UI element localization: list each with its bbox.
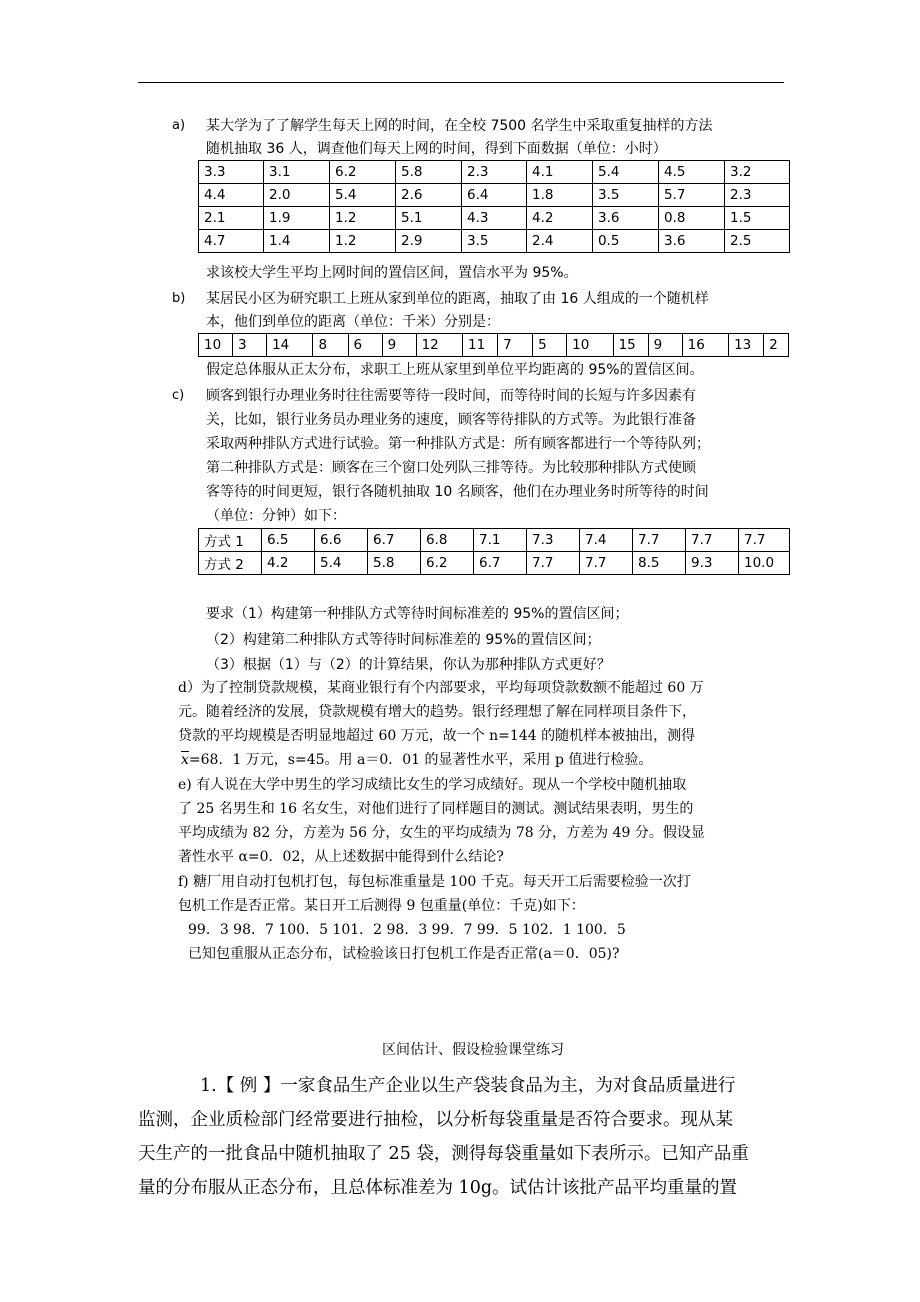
table-cell: 4.5 (659, 161, 725, 184)
table-cell: 10 (567, 334, 613, 357)
table-cell: 6.4 (462, 184, 527, 207)
problem-c-line2: 关，比如，银行业务员办理业务的速度，顾客等待排队的方式等。为此银行准备 (206, 412, 696, 428)
table-cell: 7.7 (527, 552, 580, 575)
table-cell: 2.3 (725, 184, 790, 207)
table-cell: 2.5 (725, 230, 790, 253)
problem-a-question: 求该校大学生平均上网时间的置信区间，置信水平为 95%。 (206, 265, 578, 281)
table-cell: 0.8 (659, 207, 725, 230)
problem-f-weights: 99．3 98．7 100．5 101．2 98．3 99．7 99．5 102．1 100．5 (188, 922, 626, 938)
table-cell: 2.9 (396, 230, 462, 253)
table-cell: 2.6 (396, 184, 462, 207)
problem-d-line1: d）为了控制贷款规模，某商业银行有个内部要求，平均每项贷款数额不能超过 60 万 (178, 680, 704, 696)
table-cell: 7.7 (686, 529, 739, 552)
table-cell: 6.7 (368, 529, 421, 552)
table-cell: 2.4 (527, 230, 593, 253)
problem-d-line2: 元。随着经济的发展，贷款规模有增大的趋势。银行经理想了解在同样项目条件下， (178, 704, 696, 720)
table-row (199, 529, 790, 552)
table-cell: 1.2 (330, 207, 396, 230)
problem-e-line1: e) 有人说在大学中男生的学习成绩比女生的学习成绩好。现从一个学校中随机抽取 (178, 777, 687, 793)
table-cell: 4.1 (527, 161, 593, 184)
table-b (198, 333, 789, 357)
table-row (199, 334, 789, 357)
table-cell: 6.2 (421, 552, 474, 575)
problem-b-line2: 本，他们到单位的距离（单位：千米）分别是： (206, 314, 500, 330)
table-cell: 3 (233, 334, 267, 357)
table-cell: 3.6 (593, 207, 659, 230)
table-c (198, 528, 790, 575)
table-cell: 1.4 (264, 230, 330, 253)
table-row (199, 207, 790, 230)
problem-e-line3: 平均成绩为 82 分，方差为 56 分，女生的平均成绩为 78 分，方差为 49 分。假设显 (178, 825, 705, 841)
table-cell: 4.4 (199, 184, 264, 207)
table-cell: 1.8 (527, 184, 593, 207)
example-line1: 1.【 例 】一家食品生产企业以生产袋装食品为主，为对食品质量进行 (200, 1076, 736, 1096)
table-cell: 4.7 (199, 230, 264, 253)
table-cell: 3.5 (462, 230, 527, 253)
problem-d-line4 (181, 749, 652, 769)
table-cell: 10 (199, 334, 233, 357)
table-cell: 8 (313, 334, 348, 357)
table-cell: 10.0 (739, 552, 790, 575)
problem-e-line2: 了 25 名男生和 16 名女生，对他们进行了同样题目的测试。测试结果表明，男生的 (178, 801, 694, 817)
table-cell: 3.6 (659, 230, 725, 253)
table-cell: 5.4 (330, 184, 396, 207)
table-cell: 7 (498, 334, 533, 357)
table-row (199, 184, 790, 207)
problem-c-line1: 顾客到银行办理业务时往往需要等待一段时间，而等待时间的长短与许多因素有 (206, 388, 696, 404)
table-row-label: 方式 2 (199, 552, 262, 575)
table-cell: 5.7 (659, 184, 725, 207)
table-cell: 2.1 (199, 207, 264, 230)
problem-c-line4: 第二种排队方式是：顾客在三个窗口处列队三排等待。为比较那种排队方式使顾 (206, 460, 696, 476)
problem-b-question: 假定总体服从正太分布，求职工上班从家里到单位平均距离的 95%的置信区间。 (206, 362, 704, 378)
table-cell: 14 (267, 334, 313, 357)
table-cell: 3.2 (725, 161, 790, 184)
problem-c-line6: （单位：分钟）如下： (206, 508, 346, 524)
problem-c-line3: 采取两种排队方式进行试验。第一种排队方式是：所有顾客都进行一个等待队列； (206, 436, 710, 452)
example-line3: 天生产的一批食品中随机抽取了 25 袋，测得每袋重量如下表所示。已知产品重 (138, 1144, 749, 1164)
problem-a-marker: a) (172, 118, 186, 133)
table-cell: 12 (416, 334, 462, 357)
table-cell: 2.0 (264, 184, 330, 207)
table-cell: 13 (729, 334, 764, 357)
problem-c-marker: c) (172, 388, 185, 403)
table-cell: 2.3 (462, 161, 527, 184)
table-cell: 0.5 (593, 230, 659, 253)
problem-f-line1: f) 糖厂用自动打包机打包，每包标准重量是 100 千克。每天开工后需要检验一次打 (178, 874, 691, 890)
table-cell: 3.3 (199, 161, 264, 184)
table-cell: 6.8 (421, 529, 474, 552)
problem-a-line2: 随机抽取 36 人，调查他们每天上网的时间，得到下面数据（单位：小时） (206, 141, 667, 157)
problem-c-line5: 客等待的时间更短，银行各随机抽取 10 名顾客，他们在办理业务时所等待的时间 (206, 484, 709, 500)
example-line2: 监测，企业质检部门经常要进行抽检，以分析每袋重量是否符合要求。现从某 (138, 1110, 733, 1130)
table-cell: 6.6 (315, 529, 368, 552)
problem-e-line4: 著性水平 α=0．02，从上述数据中能得到什么结论? (178, 849, 504, 865)
table-a (198, 160, 790, 253)
table-cell: 5.1 (396, 207, 462, 230)
table-cell: 6.5 (262, 529, 315, 552)
problem-f-line2: 包机工作是否正常。某日开工后测得 9 包重量(单位：千克)如下： (178, 898, 585, 914)
table-row (199, 230, 790, 253)
table-cell: 7.1 (474, 529, 527, 552)
table-cell: 4.2 (262, 552, 315, 575)
problem-c-req1: 要求（1）构建第一种排队方式等待时间标准差的 95%的置信区间； (206, 606, 629, 622)
table-cell: 4.3 (462, 207, 527, 230)
table-cell: 5 (533, 334, 567, 357)
table-cell: 8.5 (633, 552, 686, 575)
table-cell: 3.1 (264, 161, 330, 184)
problem-f-question: 已知包重服从正态分布，试检验该日打包机工作是否正常(a＝0．05)? (188, 946, 620, 962)
problem-b-line1: 某居民小区为研究职工上班从家到单位的距离，抽取了由 16 人组成的一个随机样 (206, 291, 709, 307)
problem-c-req2: （2）构建第二种排队方式等待时间标准差的 95%的置信区间； (206, 632, 601, 648)
table-cell: 5.4 (593, 161, 659, 184)
table-cell: 6 (348, 334, 382, 357)
table-cell: 7.7 (739, 529, 790, 552)
table-cell: 11 (463, 334, 498, 357)
table-cell: 1.9 (264, 207, 330, 230)
table-cell: 7.3 (527, 529, 580, 552)
problem-d-line3: 贷款的平均规模是否明显地超过 60 万元，故一个 n=144 的随机样本被抽出，测得 (178, 728, 696, 744)
section-title: 区间估计、假设检验课堂练习 (382, 1042, 564, 1058)
table-cell: 15 (613, 334, 648, 357)
table-cell: 1.2 (330, 230, 396, 253)
table-row (199, 161, 790, 184)
header-rule (138, 82, 784, 83)
table-cell: 16 (682, 334, 728, 357)
xbar-symbol: $\overline{x}$ (181, 752, 189, 768)
table-cell: 5.4 (315, 552, 368, 575)
problem-d-line4-text: =68．1 万元，s=45。用 a＝0．01 的显著性水平，采用 p 值进行检验。 (188, 752, 653, 768)
table-cell: 7.7 (580, 552, 633, 575)
table-cell: 2 (764, 334, 789, 357)
table-cell: 6.2 (330, 161, 396, 184)
table-cell: 4.2 (527, 207, 593, 230)
table-cell: 6.7 (474, 552, 527, 575)
table-cell: 1.5 (725, 207, 790, 230)
table-cell: 9 (382, 334, 416, 357)
problem-c-req3: （3）根据（1）与（2）的计算结果，你认为那种排队方式更好？ (206, 657, 611, 673)
example-line4: 量的分布服从正态分布，且总体标准差为 10g。试估计该批产品平均重量的置 (138, 1178, 738, 1198)
table-cell: 7.4 (580, 529, 633, 552)
table-row (199, 552, 790, 575)
table-cell: 5.8 (396, 161, 462, 184)
table-cell: 7.7 (633, 529, 686, 552)
problem-b-marker: b) (172, 291, 186, 306)
table-cell: 9.3 (686, 552, 739, 575)
table-cell: 5.8 (368, 552, 421, 575)
table-cell: 9 (648, 334, 682, 357)
table-cell: 3.5 (593, 184, 659, 207)
problem-a-line1: 某大学为了了解学生每天上网的时间，在全校 7500 名学生中采取重复抽样的方法 (206, 118, 713, 134)
table-row-label: 方式 1 (199, 529, 262, 552)
